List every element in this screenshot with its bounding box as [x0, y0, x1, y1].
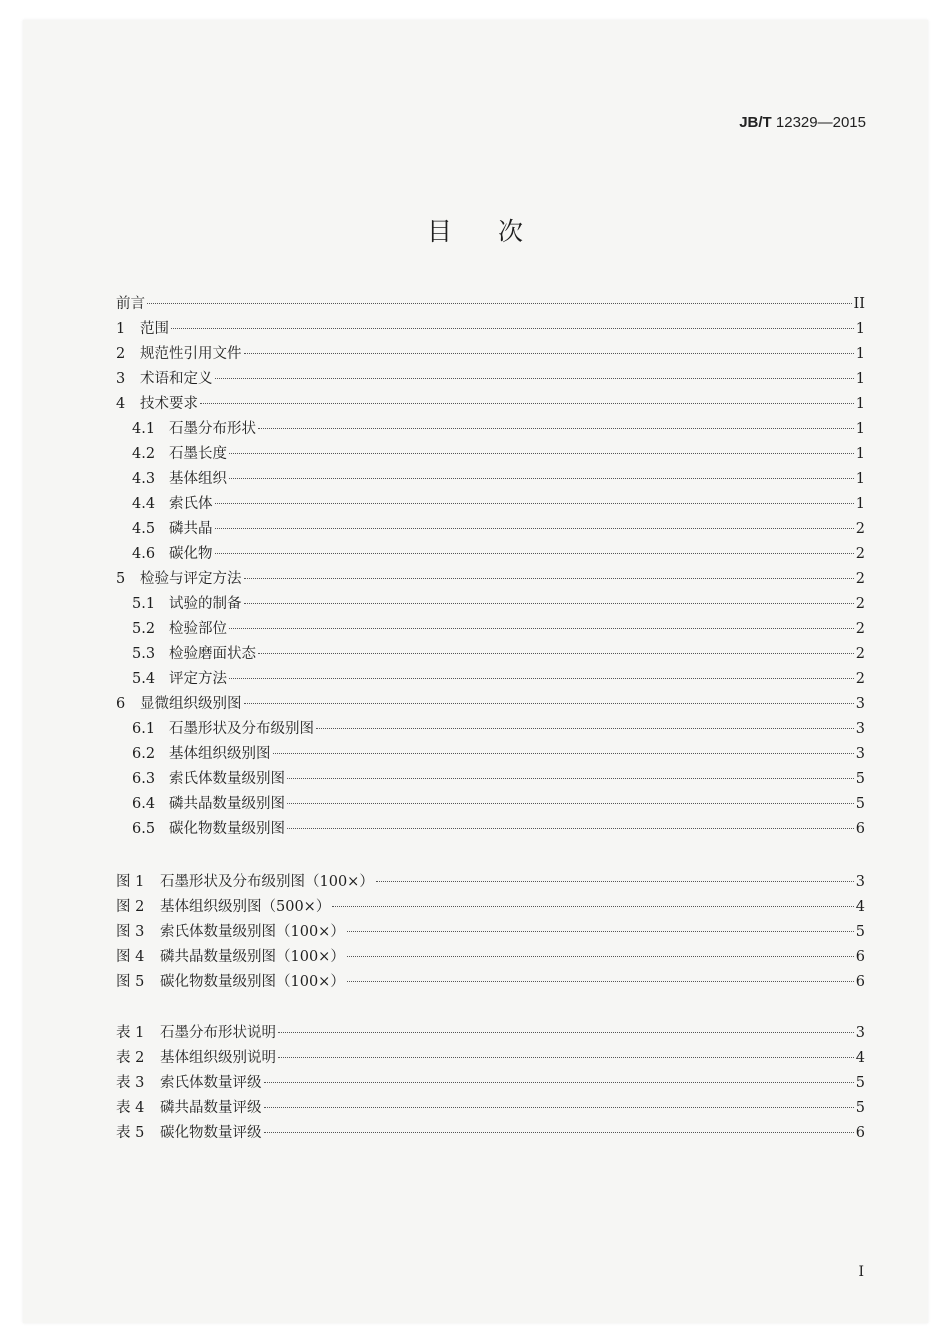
toc-entry[interactable]: [116, 342, 865, 367]
dot-leader: [376, 881, 854, 882]
dot-leader: [316, 728, 854, 729]
toc-entry[interactable]: [116, 292, 865, 317]
entry-page-number: 3: [855, 1025, 865, 1041]
entry-number: 图 2: [116, 899, 145, 915]
toc-entry[interactable]: [116, 692, 865, 717]
entry-label: 基体组织级别图（500×）: [160, 899, 331, 915]
toc-entry[interactable]: [116, 792, 865, 817]
dot-leader: [244, 353, 854, 354]
table-of-contents: [116, 292, 865, 842]
entry-number: 4.1: [132, 421, 156, 437]
entry-label: 试验的制备: [169, 596, 242, 612]
entry-number: 5.1: [132, 596, 156, 612]
dot-leader: [278, 1032, 854, 1033]
entry-page-number: 2: [855, 521, 865, 537]
entry-label: 石墨形状及分布级别图（100×）: [160, 874, 374, 890]
entry-page-number: 1: [855, 321, 865, 337]
doc-number: 12329—2015: [775, 114, 866, 131]
entry-page-number: 2: [855, 571, 865, 587]
entry-label: 碳化物数量级别图: [169, 821, 285, 837]
figure-entry[interactable]: [116, 1046, 865, 1071]
entry-label: 前言: [116, 296, 145, 312]
entry-label: 石墨长度: [169, 446, 227, 462]
toc-entry[interactable]: [116, 392, 865, 417]
entry-label: 磷共晶: [169, 521, 213, 537]
entry-number: 5.3: [132, 646, 156, 662]
entry-page-number: 6: [855, 974, 865, 990]
dot-leader: [347, 981, 854, 982]
entry-number: 图 1: [116, 874, 145, 890]
entry-page-number: 1: [855, 471, 865, 487]
entry-number: 图 5: [116, 974, 145, 990]
dot-leader: [347, 956, 854, 957]
entry-label: 检验与评定方法: [140, 571, 242, 587]
entry-page-number: 3: [855, 874, 865, 890]
entry-label: 显微组织级别图: [140, 696, 242, 712]
dot-leader: [258, 653, 854, 654]
entry-page-number: 5: [855, 771, 865, 787]
entry-page-number: II: [853, 296, 865, 312]
entry-number: 表 1: [116, 1025, 145, 1041]
entry-number: 4.5: [132, 521, 156, 537]
doc-code: JB/T: [739, 114, 772, 131]
entry-page-number: 1: [855, 496, 865, 512]
entry-page-number: 2: [855, 646, 865, 662]
entry-page-number: 5: [855, 1100, 865, 1116]
toc-entry[interactable]: [116, 517, 865, 542]
entry-label: 技术要求: [140, 396, 198, 412]
entry-page-number: 4: [855, 899, 865, 915]
entry-label: 石墨形状及分布级别图: [169, 721, 314, 737]
document-number: [739, 114, 866, 131]
entry-number: 1: [116, 321, 126, 337]
dot-leader: [215, 528, 854, 529]
entry-page-number: 6: [855, 821, 865, 837]
entry-number: 6.3: [132, 771, 156, 787]
dot-leader: [229, 453, 854, 454]
entry-number: 4.3: [132, 471, 156, 487]
figure-entry[interactable]: [116, 920, 865, 945]
entry-page-number: 1: [855, 346, 865, 362]
entry-page-number: 3: [855, 696, 865, 712]
dot-leader: [287, 778, 854, 779]
entry-label: 索氏体数量级别图: [169, 771, 285, 787]
entry-label: 基体组织级别图: [169, 746, 271, 762]
toc-entry[interactable]: [116, 417, 865, 442]
figure-entry[interactable]: [116, 1121, 865, 1146]
entry-number: 表 4: [116, 1100, 145, 1116]
figure-entry[interactable]: [116, 1071, 865, 1096]
entry-page-number: 6: [855, 949, 865, 965]
entry-number: 表 5: [116, 1125, 145, 1141]
dot-leader: [244, 603, 854, 604]
figure-entry[interactable]: [116, 895, 865, 920]
dot-leader: [244, 703, 854, 704]
toc-entry[interactable]: [116, 367, 865, 392]
dot-leader: [287, 828, 854, 829]
entry-number: 3: [116, 371, 126, 387]
dot-leader: [200, 403, 854, 404]
list-of-tables: [116, 1021, 865, 1146]
entry-label: 索氏体数量级别图（100×）: [160, 924, 345, 940]
toc-entry[interactable]: [116, 642, 865, 667]
entry-page-number: 1: [855, 446, 865, 462]
entry-page-number: 3: [855, 721, 865, 737]
entry-label: 基体组织: [169, 471, 227, 487]
entry-page-number: 1: [855, 396, 865, 412]
entry-number: 4.6: [132, 546, 156, 562]
entry-label: 索氏体: [169, 496, 213, 512]
dot-leader: [215, 503, 854, 504]
toc-entry[interactable]: [116, 617, 865, 642]
toc-entry[interactable]: [116, 317, 865, 342]
page-folio: I: [858, 1264, 864, 1280]
dot-leader: [244, 578, 854, 579]
entry-number: 表 2: [116, 1050, 145, 1066]
entry-number: 5.4: [132, 671, 156, 687]
entry-label: 碳化物数量评级: [160, 1125, 262, 1141]
entry-label: 检验磨面状态: [169, 646, 256, 662]
entry-number: 图 3: [116, 924, 145, 940]
entry-label: 磷共晶数量评级: [160, 1100, 262, 1116]
toc-entry[interactable]: [116, 542, 865, 567]
entry-page-number: 5: [855, 796, 865, 812]
entry-label: 检验部位: [169, 621, 227, 637]
entry-page-number: 3: [855, 746, 865, 762]
entry-page-number: 2: [855, 621, 865, 637]
dot-leader: [215, 378, 854, 379]
dot-leader: [147, 303, 852, 304]
dot-leader: [215, 553, 854, 554]
dot-leader: [264, 1132, 854, 1133]
toc-entry[interactable]: [116, 817, 865, 842]
entry-label: 石墨分布形状说明: [160, 1025, 276, 1041]
dot-leader: [229, 478, 854, 479]
toc-entry[interactable]: [116, 567, 865, 592]
entry-label: 基体组织级别说明: [160, 1050, 276, 1066]
toc-entry[interactable]: [116, 592, 865, 617]
dot-leader: [347, 931, 854, 932]
toc-entry[interactable]: [116, 767, 865, 792]
dot-leader: [264, 1082, 854, 1083]
toc-entry[interactable]: [116, 467, 865, 492]
entry-number: 6.4: [132, 796, 156, 812]
entry-label: 磷共晶数量级别图: [169, 796, 285, 812]
entry-number: 6.5: [132, 821, 156, 837]
entry-label: 磷共晶数量级别图（100×）: [160, 949, 345, 965]
entry-number: 6: [116, 696, 126, 712]
entry-page-number: 2: [855, 671, 865, 687]
dot-leader: [264, 1107, 854, 1108]
entry-label: 碳化物: [169, 546, 213, 562]
toc-entry[interactable]: [116, 667, 865, 692]
entry-number: 图 4: [116, 949, 145, 965]
figure-entry[interactable]: [116, 870, 865, 895]
dot-leader: [229, 678, 854, 679]
dot-leader: [287, 803, 854, 804]
entry-page-number: 2: [855, 596, 865, 612]
entry-page-number: 4: [855, 1050, 865, 1066]
page-title: 目次: [426, 217, 569, 246]
entry-number: 5: [116, 571, 126, 587]
figure-entry[interactable]: [116, 945, 865, 970]
entry-page-number: 2: [855, 546, 865, 562]
entry-number: 4.4: [132, 496, 156, 512]
entry-page-number: 1: [855, 371, 865, 387]
toc-entry[interactable]: [116, 442, 865, 467]
figure-entry[interactable]: [116, 1021, 865, 1046]
entry-label: 石墨分布形状: [169, 421, 256, 437]
figure-entry[interactable]: [116, 970, 865, 995]
entry-number: 6.1: [132, 721, 156, 737]
entry-number: 5.2: [132, 621, 156, 637]
entry-label: 索氏体数量评级: [160, 1075, 262, 1091]
entry-label: 碳化物数量级别图（100×）: [160, 974, 345, 990]
entry-page-number: 5: [855, 924, 865, 940]
entry-number: 2: [116, 346, 126, 362]
entry-number: 6.2: [132, 746, 156, 762]
entry-number: 4.2: [132, 446, 156, 462]
entry-label: 术语和定义: [140, 371, 213, 387]
entry-number: 表 3: [116, 1075, 145, 1091]
toc-entry[interactable]: [116, 492, 865, 517]
list-of-figures: [116, 870, 865, 995]
toc-entry[interactable]: [116, 717, 865, 742]
dot-leader: [332, 906, 853, 907]
dot-leader: [258, 428, 854, 429]
dot-leader: [278, 1057, 854, 1058]
dot-leader: [171, 328, 854, 329]
figure-entry[interactable]: [116, 1096, 865, 1121]
entry-page-number: 5: [855, 1075, 865, 1091]
toc-entry[interactable]: [116, 742, 865, 767]
dot-leader: [229, 628, 854, 629]
entry-number: 4: [116, 396, 126, 412]
entry-page-number: 1: [855, 421, 865, 437]
entry-label: 评定方法: [169, 671, 227, 687]
entry-label: 范围: [140, 321, 169, 337]
entry-page-number: 6: [855, 1125, 865, 1141]
entry-label: 规范性引用文件: [140, 346, 242, 362]
dot-leader: [273, 753, 854, 754]
